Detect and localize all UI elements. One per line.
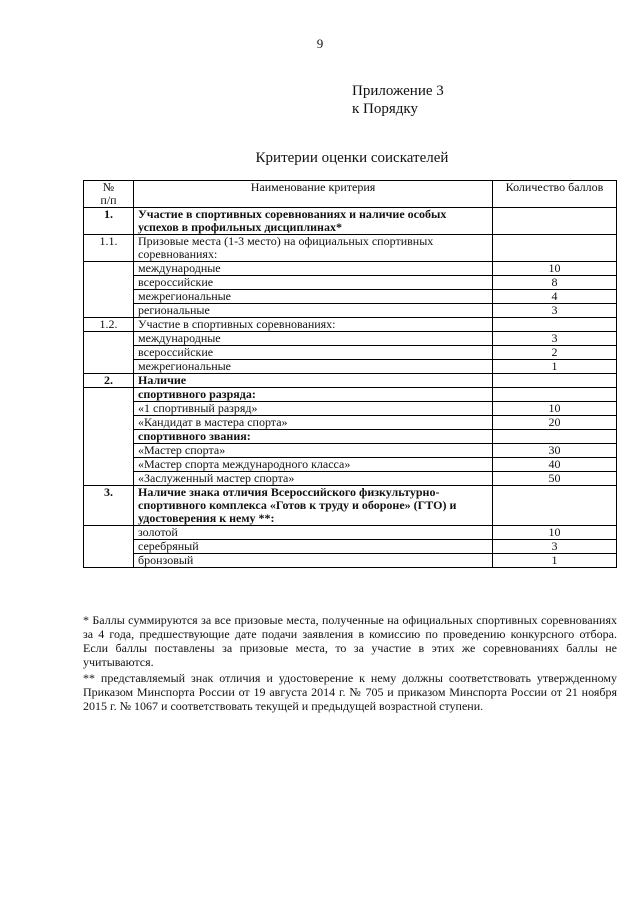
section-title: Наличие знака отличия Всероссийского физкультурно-спортивного комплекса «Готов к труду и обороне» (ГТО) и удостоверения к нему **: <box>134 486 493 526</box>
item-name: межрегиональные <box>134 290 493 304</box>
footnotes <box>83 613 617 715</box>
row-points <box>493 388 617 402</box>
appendix-line-1: Приложение 3 <box>352 83 444 99</box>
item-name: всероссийские <box>134 276 493 290</box>
row-points <box>493 235 617 262</box>
table-row <box>84 360 617 374</box>
table-row <box>84 235 617 262</box>
table-row <box>84 318 617 332</box>
table-row <box>84 262 617 276</box>
item-points: 20 <box>493 416 617 430</box>
row-points <box>493 430 617 444</box>
row-number <box>84 388 134 486</box>
table-row <box>84 276 617 290</box>
section-title: Участие в спортивных соревнованиях и наличие особых успехов в профильных дисциплинах* <box>134 208 493 235</box>
table-row <box>84 540 617 554</box>
row-number <box>84 526 134 568</box>
row-number: 1.1. <box>84 235 134 262</box>
table-row <box>84 526 617 540</box>
appendix-heading <box>352 82 444 118</box>
row-points <box>493 208 617 235</box>
item-name: межрегиональные <box>134 360 493 374</box>
table-row <box>84 486 617 526</box>
subsection-title: Призовые места (1-3 место) на официальных спортивных соревнованиях: <box>134 235 493 262</box>
item-points: 10 <box>493 526 617 540</box>
item-points: 30 <box>493 444 617 458</box>
table-row <box>84 374 617 388</box>
item-name: бронзовый <box>134 554 493 568</box>
item-name: «Заслуженный мастер спорта» <box>134 472 493 486</box>
table-row <box>84 402 617 416</box>
row-number: 2. <box>84 374 134 388</box>
row-points <box>493 318 617 332</box>
header-number-line-1: № <box>102 180 115 194</box>
item-name: «Кандидат в мастера спорта» <box>134 416 493 430</box>
item-name: золотой <box>134 526 493 540</box>
item-points: 10 <box>493 402 617 416</box>
table-row <box>84 554 617 568</box>
table-row <box>84 430 617 444</box>
row-number: 3. <box>84 486 134 526</box>
table-row <box>84 290 617 304</box>
table-row <box>84 332 617 346</box>
item-points: 50 <box>493 472 617 486</box>
table-row <box>84 208 617 235</box>
row-number <box>84 262 134 318</box>
item-name: «Мастер спорта международного класса» <box>134 458 493 472</box>
item-name: международные <box>134 332 493 346</box>
appendix-line-2: к Порядку <box>352 101 418 117</box>
header-number <box>84 181 134 208</box>
table-row <box>84 346 617 360</box>
table-row <box>84 304 617 318</box>
subsection-title: спортивного звания: <box>134 430 493 444</box>
item-name: региональные <box>134 304 493 318</box>
subsection-title: Участие в спортивных соревнованиях: <box>134 318 493 332</box>
item-points: 2 <box>493 346 617 360</box>
item-points: 1 <box>493 360 617 374</box>
item-name: «1 спортивный разряд» <box>134 402 493 416</box>
item-points: 40 <box>493 458 617 472</box>
header-number-line-2: п/п <box>100 193 117 207</box>
item-points: 1 <box>493 554 617 568</box>
subsection-title: спортивного разряда: <box>134 388 493 402</box>
item-points: 3 <box>493 332 617 346</box>
item-points: 4 <box>493 290 617 304</box>
table-row <box>84 472 617 486</box>
item-points: 3 <box>493 304 617 318</box>
header-points: Количество баллов <box>493 181 617 208</box>
footnote-1: * Баллы суммируются за все призовые места, полученные на официальных спортивных соревнованиях за 4 года, предшествующие дате подачи заявления в комиссию по проведению конкурсного отбора. Если баллы поставлены за призовые места, то за участие в этих же соревнованиях баллы не учитываются. <box>83 613 617 669</box>
table-row <box>84 388 617 402</box>
item-name: серебряный <box>134 540 493 554</box>
item-name: международные <box>134 262 493 276</box>
row-number: 1. <box>84 208 134 235</box>
table-row <box>84 444 617 458</box>
row-points <box>493 486 617 526</box>
footnote-2: ** представляемый знак отличия и удостоверение к нему должны соответствовать утвержденному Приказом Минспорта России от 19 августа 2014 г. № 705 и приказом Минспорта России от 21 ноября 2015 г. № 1067 и соответствовать текущей и предыдущей возрастной ступени. <box>83 671 617 713</box>
item-name: всероссийские <box>134 346 493 360</box>
header-name: Наименование критерия <box>134 181 493 208</box>
row-number <box>84 332 134 374</box>
section-title: Наличие <box>134 374 493 388</box>
table-header-row <box>84 181 617 208</box>
document-title: Критерии оценки соискателей <box>255 150 449 166</box>
table-row <box>84 416 617 430</box>
criteria-table <box>83 180 617 568</box>
item-points: 3 <box>493 540 617 554</box>
item-points: 10 <box>493 262 617 276</box>
table-row <box>84 458 617 472</box>
row-points <box>493 374 617 388</box>
page-number: 9 <box>316 36 324 51</box>
item-name: «Мастер спорта» <box>134 444 493 458</box>
row-number: 1.2. <box>84 318 134 332</box>
item-points: 8 <box>493 276 617 290</box>
